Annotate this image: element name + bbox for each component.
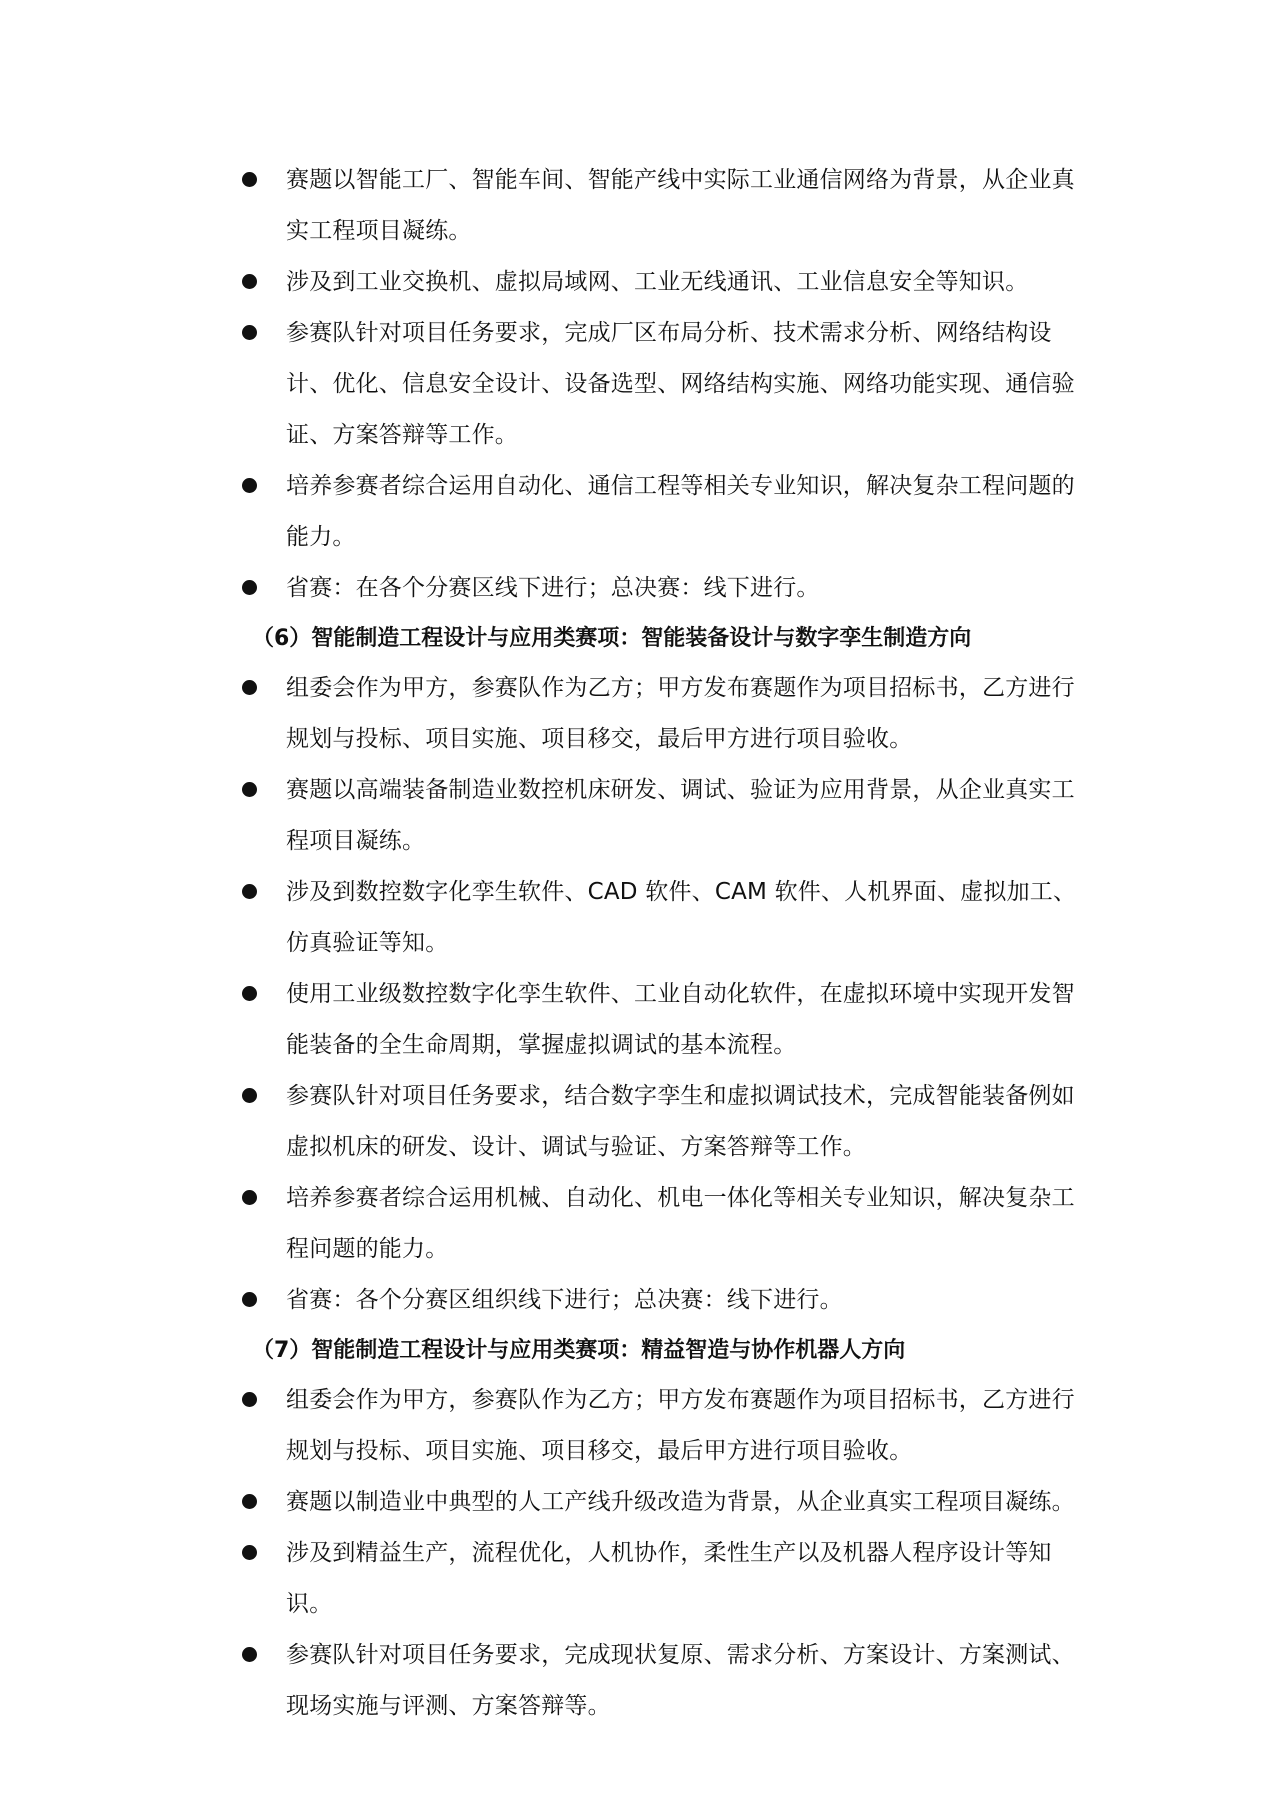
- list-item: [240, 1275, 1090, 1326]
- list-item-text: 省赛：各个分赛区组织线下进行；总决赛：线下进行。: [286, 1287, 843, 1313]
- list-item: [240, 765, 1090, 867]
- list-item: [240, 1071, 1090, 1173]
- bullet-icon: [242, 1292, 257, 1307]
- bullet-icon: [242, 986, 257, 1001]
- list-item-text: 培养参赛者综合运用自动化、通信工程等相关专业知识，解决复杂工程问题的能力。: [286, 473, 1075, 550]
- bullet-icon: [242, 1647, 257, 1662]
- bullet-icon: [242, 1494, 257, 1509]
- bullet-icon: [242, 1545, 257, 1560]
- list-item-text: 省赛：在各个分赛区线下进行；总决赛：线下进行。: [286, 575, 820, 601]
- list-item: [240, 155, 1090, 257]
- list-item-text: 涉及到数控数字化孪生软件、CAD 软件、CAM 软件、人机界面、虚拟加工、仿真验证等知。: [286, 879, 1077, 956]
- list-item-text: 组委会作为甲方，参赛队作为乙方；甲方发布赛题作为项目招标书，乙方进行规划与投标、项目实施、项目移交，最后甲方进行项目验收。: [286, 1387, 1075, 1464]
- list-item: [240, 1375, 1090, 1477]
- list-item-text: 赛题以高端装备制造业数控机床研发、调试、验证为应用背景，从企业真实工程项目凝练。: [286, 777, 1075, 854]
- list-item: [240, 1528, 1090, 1630]
- list-item-text: 参赛队针对项目任务要求，完成现状复原、需求分析、方案设计、方案测试、现场实施与评测、方案答辩等。: [286, 1642, 1075, 1719]
- list-item-text: 涉及到精益生产，流程优化，人机协作，柔性生产以及机器人程序设计等知识。: [286, 1540, 1052, 1617]
- list-item: [240, 1630, 1090, 1732]
- bullet-icon: [242, 1190, 257, 1205]
- list-item: [240, 563, 1090, 614]
- document-content: [240, 155, 1090, 1732]
- bullet-icon: [242, 478, 257, 493]
- list-item-text: 培养参赛者综合运用机械、自动化、机电一体化等相关专业知识，解决复杂工程问题的能力。: [286, 1185, 1075, 1262]
- bullet-icon: [242, 580, 257, 595]
- list-item-text: 使用工业级数控数字化孪生软件、工业自动化软件，在虚拟环境中实现开发智能装备的全生命周期，掌握虚拟调试的基本流程。: [286, 981, 1075, 1058]
- list-item-text: 赛题以制造业中典型的人工产线升级改造为背景，从企业真实工程项目凝练。: [286, 1489, 1075, 1515]
- bullet-icon: [242, 680, 257, 695]
- list-item: [240, 308, 1090, 461]
- bullet-icon: [242, 1088, 257, 1103]
- bullet-icon: [242, 274, 257, 289]
- bullet-icon: [242, 172, 257, 187]
- section-heading: （6）智能制造工程设计与应用类赛项：智能装备设计与数字孪生制造方向: [252, 626, 972, 651]
- list-item: [240, 663, 1090, 765]
- bullet-icon: [242, 884, 257, 899]
- list-item-text: 参赛队针对项目任务要求，结合数字孪生和虚拟调试技术，完成智能装备例如虚拟机床的研发、设计、调试与验证、方案答辩等工作。: [286, 1083, 1075, 1160]
- section-heading: （7）智能制造工程设计与应用类赛项：精益智造与协作机器人方向: [252, 1338, 906, 1363]
- list-item: [240, 1477, 1090, 1528]
- list-item: [240, 969, 1090, 1071]
- list-item: [240, 1173, 1090, 1275]
- bullet-icon: [242, 325, 257, 340]
- list-item: [240, 461, 1090, 563]
- bullet-icon: [242, 782, 257, 797]
- list-item: [240, 257, 1090, 308]
- bullet-icon: [242, 1392, 257, 1407]
- list-item-text: 赛题以智能工厂、智能车间、智能产线中实际工业通信网络为背景，从企业真实工程项目凝练。: [286, 167, 1075, 244]
- list-item-text: 参赛队针对项目任务要求，完成厂区布局分析、技术需求分析、网络结构设计、优化、信息安全设计、设备选型、网络结构实施、网络功能实现、通信验证、方案答辩等工作。: [286, 320, 1075, 448]
- list-item-text: 涉及到工业交换机、虚拟局域网、工业无线通讯、工业信息安全等知识。: [286, 269, 1029, 295]
- list-item: [240, 867, 1090, 969]
- list-item-text: 组委会作为甲方，参赛队作为乙方；甲方发布赛题作为项目招标书，乙方进行规划与投标、项目实施、项目移交，最后甲方进行项目验收。: [286, 675, 1075, 752]
